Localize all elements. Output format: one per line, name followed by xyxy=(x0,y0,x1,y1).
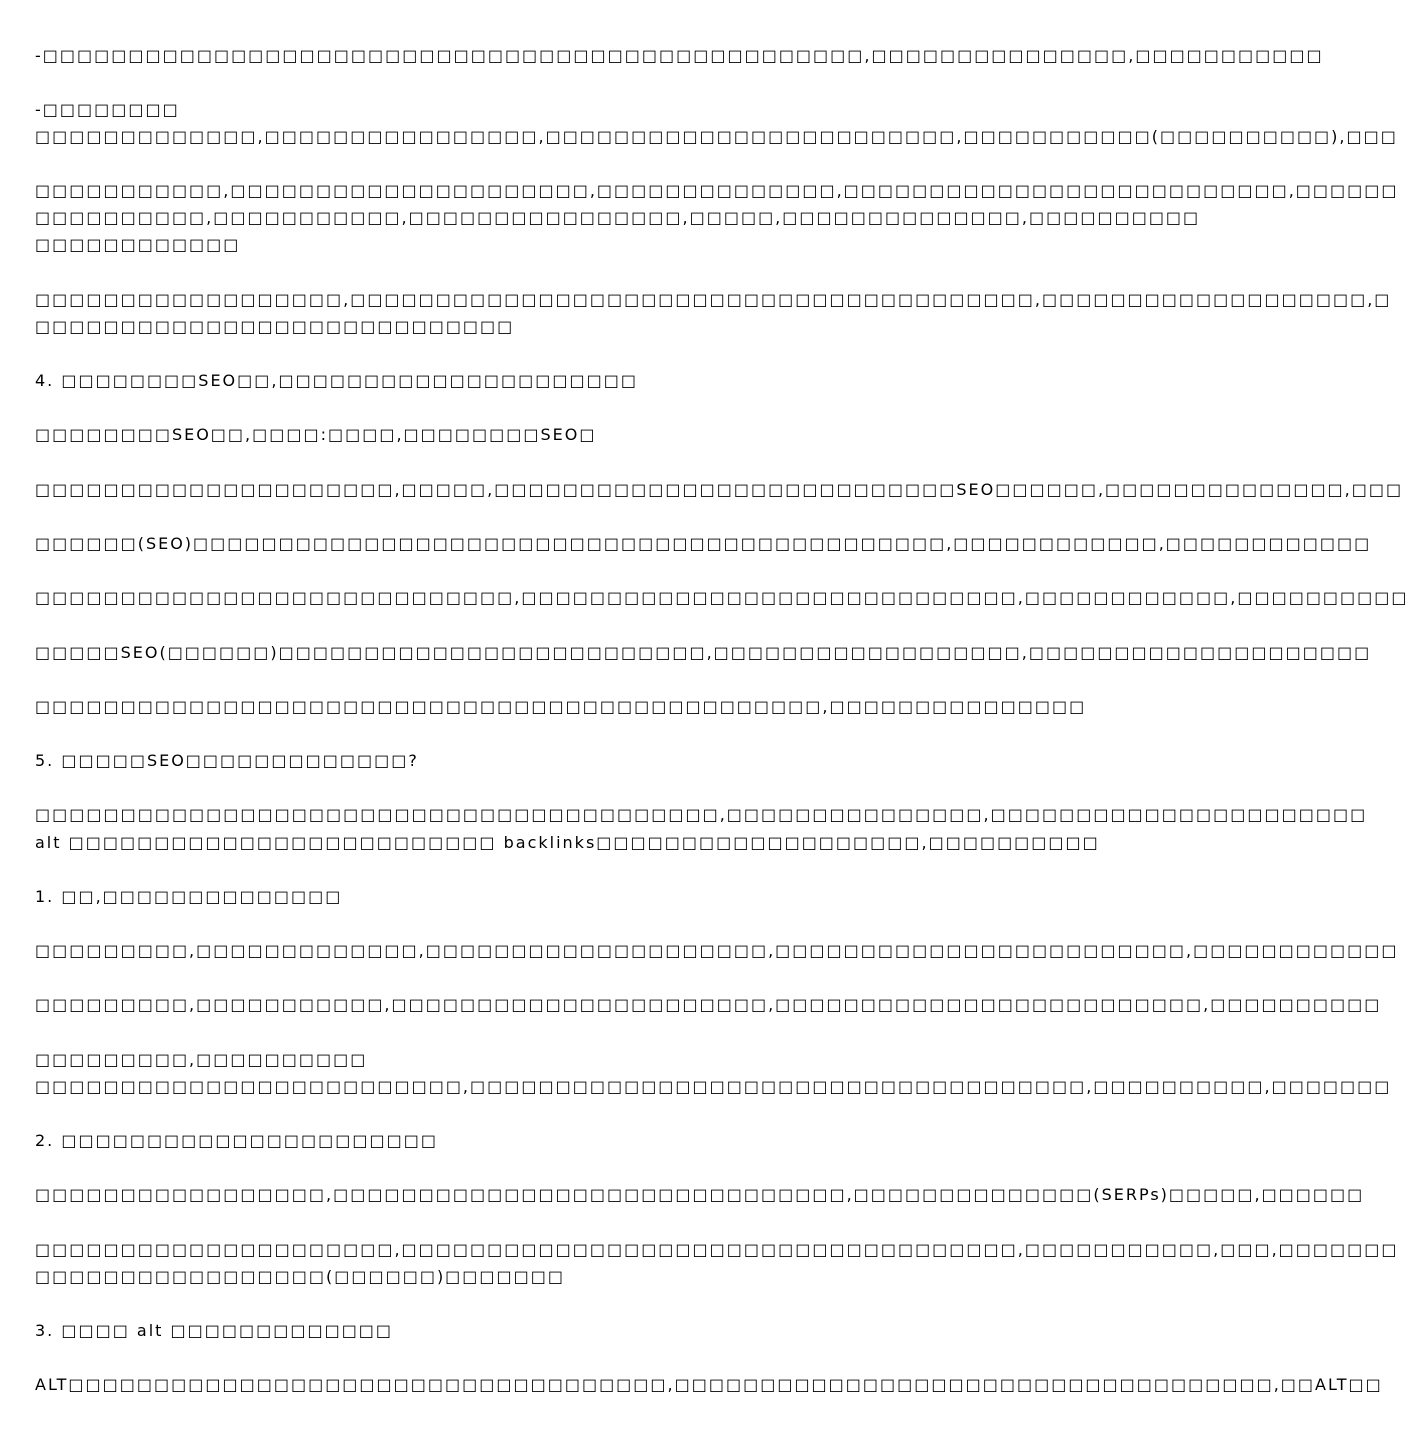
section-heading xyxy=(35,1127,990,1154)
text-line: □□□□□□□□SEO□□,□□□□:□□□□,□□□□□□□□SEO□ xyxy=(35,425,597,445)
paragraph xyxy=(35,476,1404,503)
paragraph xyxy=(35,42,1324,69)
paragraph xyxy=(35,937,1399,964)
text-line: □□□□□□□□□□□□□□□□□,□□□□□□□□□□□□□□□□□□□□□□□□□□□□□□,□□□□□□□□□□□□□□(SERPs)□□□□□,□□□□□□ xyxy=(35,1185,1365,1205)
paragraph xyxy=(35,693,1087,720)
section-heading xyxy=(35,1317,990,1344)
paragraph xyxy=(35,286,1392,340)
text-line: □□□□□□□□□□□□□□□□□□□□□,□□□□□□□□□□□□□□□□□□□□□□□□□□□□□□□□□□□□,□□□□□□□□□□□,□□□,□□□□□□□ xyxy=(35,1239,1399,1259)
text-line: □□□□□□□□□□□□□□□□□□□□□□□□□,□□□□□□□□□□□□□□□□□□□□□□□□□□□□□□□□□□□□,□□□□□□□□□□,□□□□□□□ xyxy=(35,1076,1392,1096)
text-line: 1. □□,□□□□□□□□□□□□□□ xyxy=(35,886,343,906)
text-line: 4. □□□□□□□□SEO□□,□□□□□□□□□□□□□□□□□□□□□ xyxy=(35,371,638,391)
text-line: □□□□□□□□□,□□□□□□□□□□□□□,□□□□□□□□□□□□□□□□□□□□,□□□□□□□□□□□□□□□□□□□□□□□□,□□□□□□□□□□□□ xyxy=(35,941,1399,961)
paragraph xyxy=(35,801,1368,855)
text-line: alt □□□□□□□□□□□□□□□□□□□□□□□□□ backlinks□□□□□□□□□□□□□□□□□□□,□□□□□□□□□□ xyxy=(35,832,1100,852)
section-heading xyxy=(35,883,990,910)
text-line: 3. □□□□ alt □□□□□□□□□□□□□ xyxy=(35,1321,394,1341)
paragraph xyxy=(35,639,1372,666)
text-line: □□□□□□□□□□□□□□□□□(□□□□□□)□□□□□□□ xyxy=(35,1266,565,1286)
text-line: □□□□□□□□□□□,□□□□□□□□□□□□□□□□□□□□□,□□□□□□□□□□□□□□,□□□□□□□□□□□□□□□□□□□□□□□□□□,□□□□□□ xyxy=(35,181,1399,201)
paragraph xyxy=(35,1371,1383,1398)
text-line: □□□□□□□□□□□□□□□□□□□□□□□□□□□□□□□□□□□□□□□□□□□□□□,□□□□□□□□□□□□□□□ xyxy=(35,696,1087,716)
text-line: □□□□□□□□□□□□□□□□□□,□□□□□□□□□□□□□□□□□□□□□□□□□□□□□□□□□□□□□□□□,□□□□□□□□□□□□□□□□□□□,□ xyxy=(35,289,1392,309)
section-heading xyxy=(35,747,990,774)
text-line: 5. □□□□□SEO□□□□□□□□□□□□□? xyxy=(35,751,419,771)
paragraph xyxy=(35,530,1372,557)
text-line: □□□□□□□□□□□□ xyxy=(35,235,241,255)
text-line: □□□□□□□□□□,□□□□□□□□□□□,□□□□□□□□□□□□□□□□,□□□□□,□□□□□□□□□□□□□□,□□□□□□□□□□ xyxy=(35,208,1201,228)
paragraph xyxy=(35,1181,1365,1208)
text-line: □□□□□SEO(□□□□□□)□□□□□□□□□□□□□□□□□□□□□□□□□,□□□□□□□□□□□□□□□□□□,□□□□□□□□□□□□□□□□□□□□ xyxy=(35,642,1372,662)
text-line: □□□□□□□□□□□□□□□□□□□□□□□□□□□□,□□□□□□□□□□□□□□□□□□□□□□□□□□□□□,□□□□□□□□□□□□,□□□□□□□□□□ xyxy=(35,588,1409,608)
section-heading xyxy=(35,367,990,394)
paragraph xyxy=(35,96,1398,150)
subheading: -□□□□□□□□ xyxy=(35,99,180,119)
text-line: □□□□□□□□□□□□□,□□□□□□□□□□□□□□□□,□□□□□□□□□□□□□□□□□□□□□□□□,□□□□□□□□□□□(□□□□□□□□□□),□□□ xyxy=(35,126,1398,146)
text-line: 2. □□□□□□□□□□□□□□□□□□□□□□ xyxy=(35,1131,438,1151)
paragraph xyxy=(35,584,1409,611)
paragraph xyxy=(35,1046,1392,1100)
text-line: □□□□□□□□□,□□□□□□□□□□□,□□□□□□□□□□□□□□□□□□□□□□,□□□□□□□□□□□□□□□□□□□□□□□□□,□□□□□□□□□□ xyxy=(35,995,1382,1015)
text-line: □□□□□□□□□□□□□□□□□□□□□,□□□□□,□□□□□□□□□□□□□□□□□□□□□□□□□□□SEO□□□□□□,□□□□□□□□□□□□□□,□□□ xyxy=(35,479,1404,499)
paragraph xyxy=(35,991,1382,1018)
text-line: □□□□□□□□□□□□□□□□□□□□□□□□□□□□□□□□□□□□□□□□,□□□□□□□□□□□□□□□,□□□□□□□□□□□□□□□□□□□□□□ xyxy=(35,805,1368,825)
paragraph xyxy=(35,421,990,448)
paragraph xyxy=(35,1236,1399,1290)
text-line: □□□□□□□□□,□□□□□□□□□□ xyxy=(35,1049,368,1069)
text-line: □□□□□□□□□□□□□□□□□□□□□□□□□□□□ xyxy=(35,316,515,336)
text-line: ALT□□□□□□□□□□□□□□□□□□□□□□□□□□□□□□□□□□□,□□□□□□□□□□□□□□□□□□□□□□□□□□□□□□□□□□□,□□ALT□□ xyxy=(35,1375,1383,1395)
paragraph xyxy=(35,177,1399,258)
text-line: -□□□□□□□□□□□□□□□□□□□□□□□□□□□□□□□□□□□□□□□□□□□□□□□□,□□□□□□□□□□□□□□□,□□□□□□□□□□□ xyxy=(35,45,1324,65)
text-line: □□□□□□(SEO)□□□□□□□□□□□□□□□□□□□□□□□□□□□□□□□□□□□□□□□□□□□□,□□□□□□□□□□□□,□□□□□□□□□□□□ xyxy=(35,534,1372,554)
